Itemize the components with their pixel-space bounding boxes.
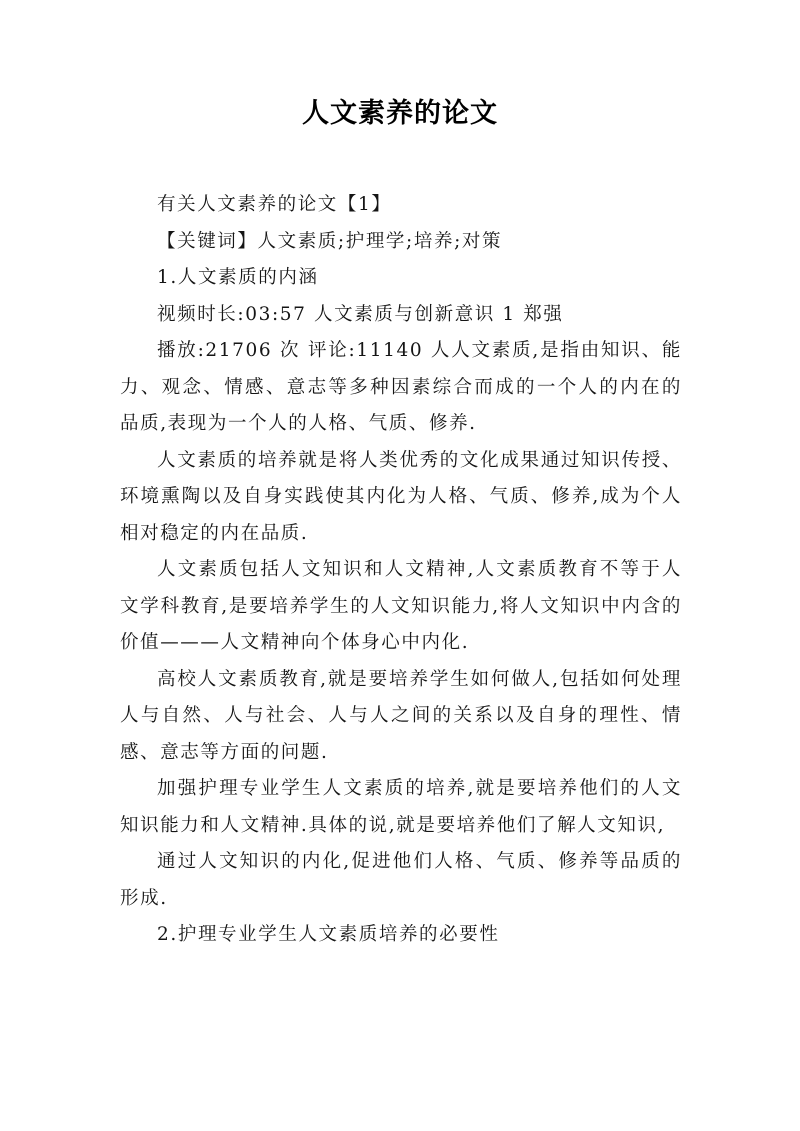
paragraph: 【关键词】人文素质;护理学;培养;对策 xyxy=(157,230,503,252)
paragraph: 通过人文知识的内化,促进他们人格、气质、修养等品质的形成. xyxy=(120,851,682,909)
paragraph: 高校人文素质教育,就是要培养学生如何做人,包括如何处理人与自然、人与社会、人与人之间的关系以及自身的理性、情感、意志等方面的问题. xyxy=(120,668,682,763)
paragraph: 加强护理专业学生人文素质的培养,就是要培养他们的人文知识能力和人文精神.具体的说,就是要培养他们了解人文知识, xyxy=(120,778,682,836)
paragraph: 2.护理专业学生人文素质培养的必要性 xyxy=(157,924,500,945)
paragraph: 有关人文素养的论文【1】 xyxy=(157,194,392,215)
document-title: 人文素养的论文 xyxy=(302,98,498,129)
paragraph: 视频时长:03:57 人文素质与创新意识 1 郑强 xyxy=(157,303,564,325)
paragraph: 播放:21706 次 评论:11140 人人文素质,是指由知识、能力、观念、情感、意志等多种因素综合而成的一个人的内在的品质,表现为一个人的人格、气质、修养. xyxy=(120,340,682,434)
paragraph: 1.人文素质的内涵 xyxy=(157,267,319,288)
document-body xyxy=(120,187,682,954)
paragraph: 人文素质的培养就是将人类优秀的文化成果通过知识传授、环境熏陶以及自身实践使其内化为人格、气质、修养,成为个人相对稳定的内在品质. xyxy=(120,449,682,544)
paragraph: 人文素质包括人文知识和人文精神,人文素质教育不等于人文学科教育,是要培养学生的人文知识能力,将人文知识中内含的价值———人文精神向个体身心中内化. xyxy=(120,559,682,653)
